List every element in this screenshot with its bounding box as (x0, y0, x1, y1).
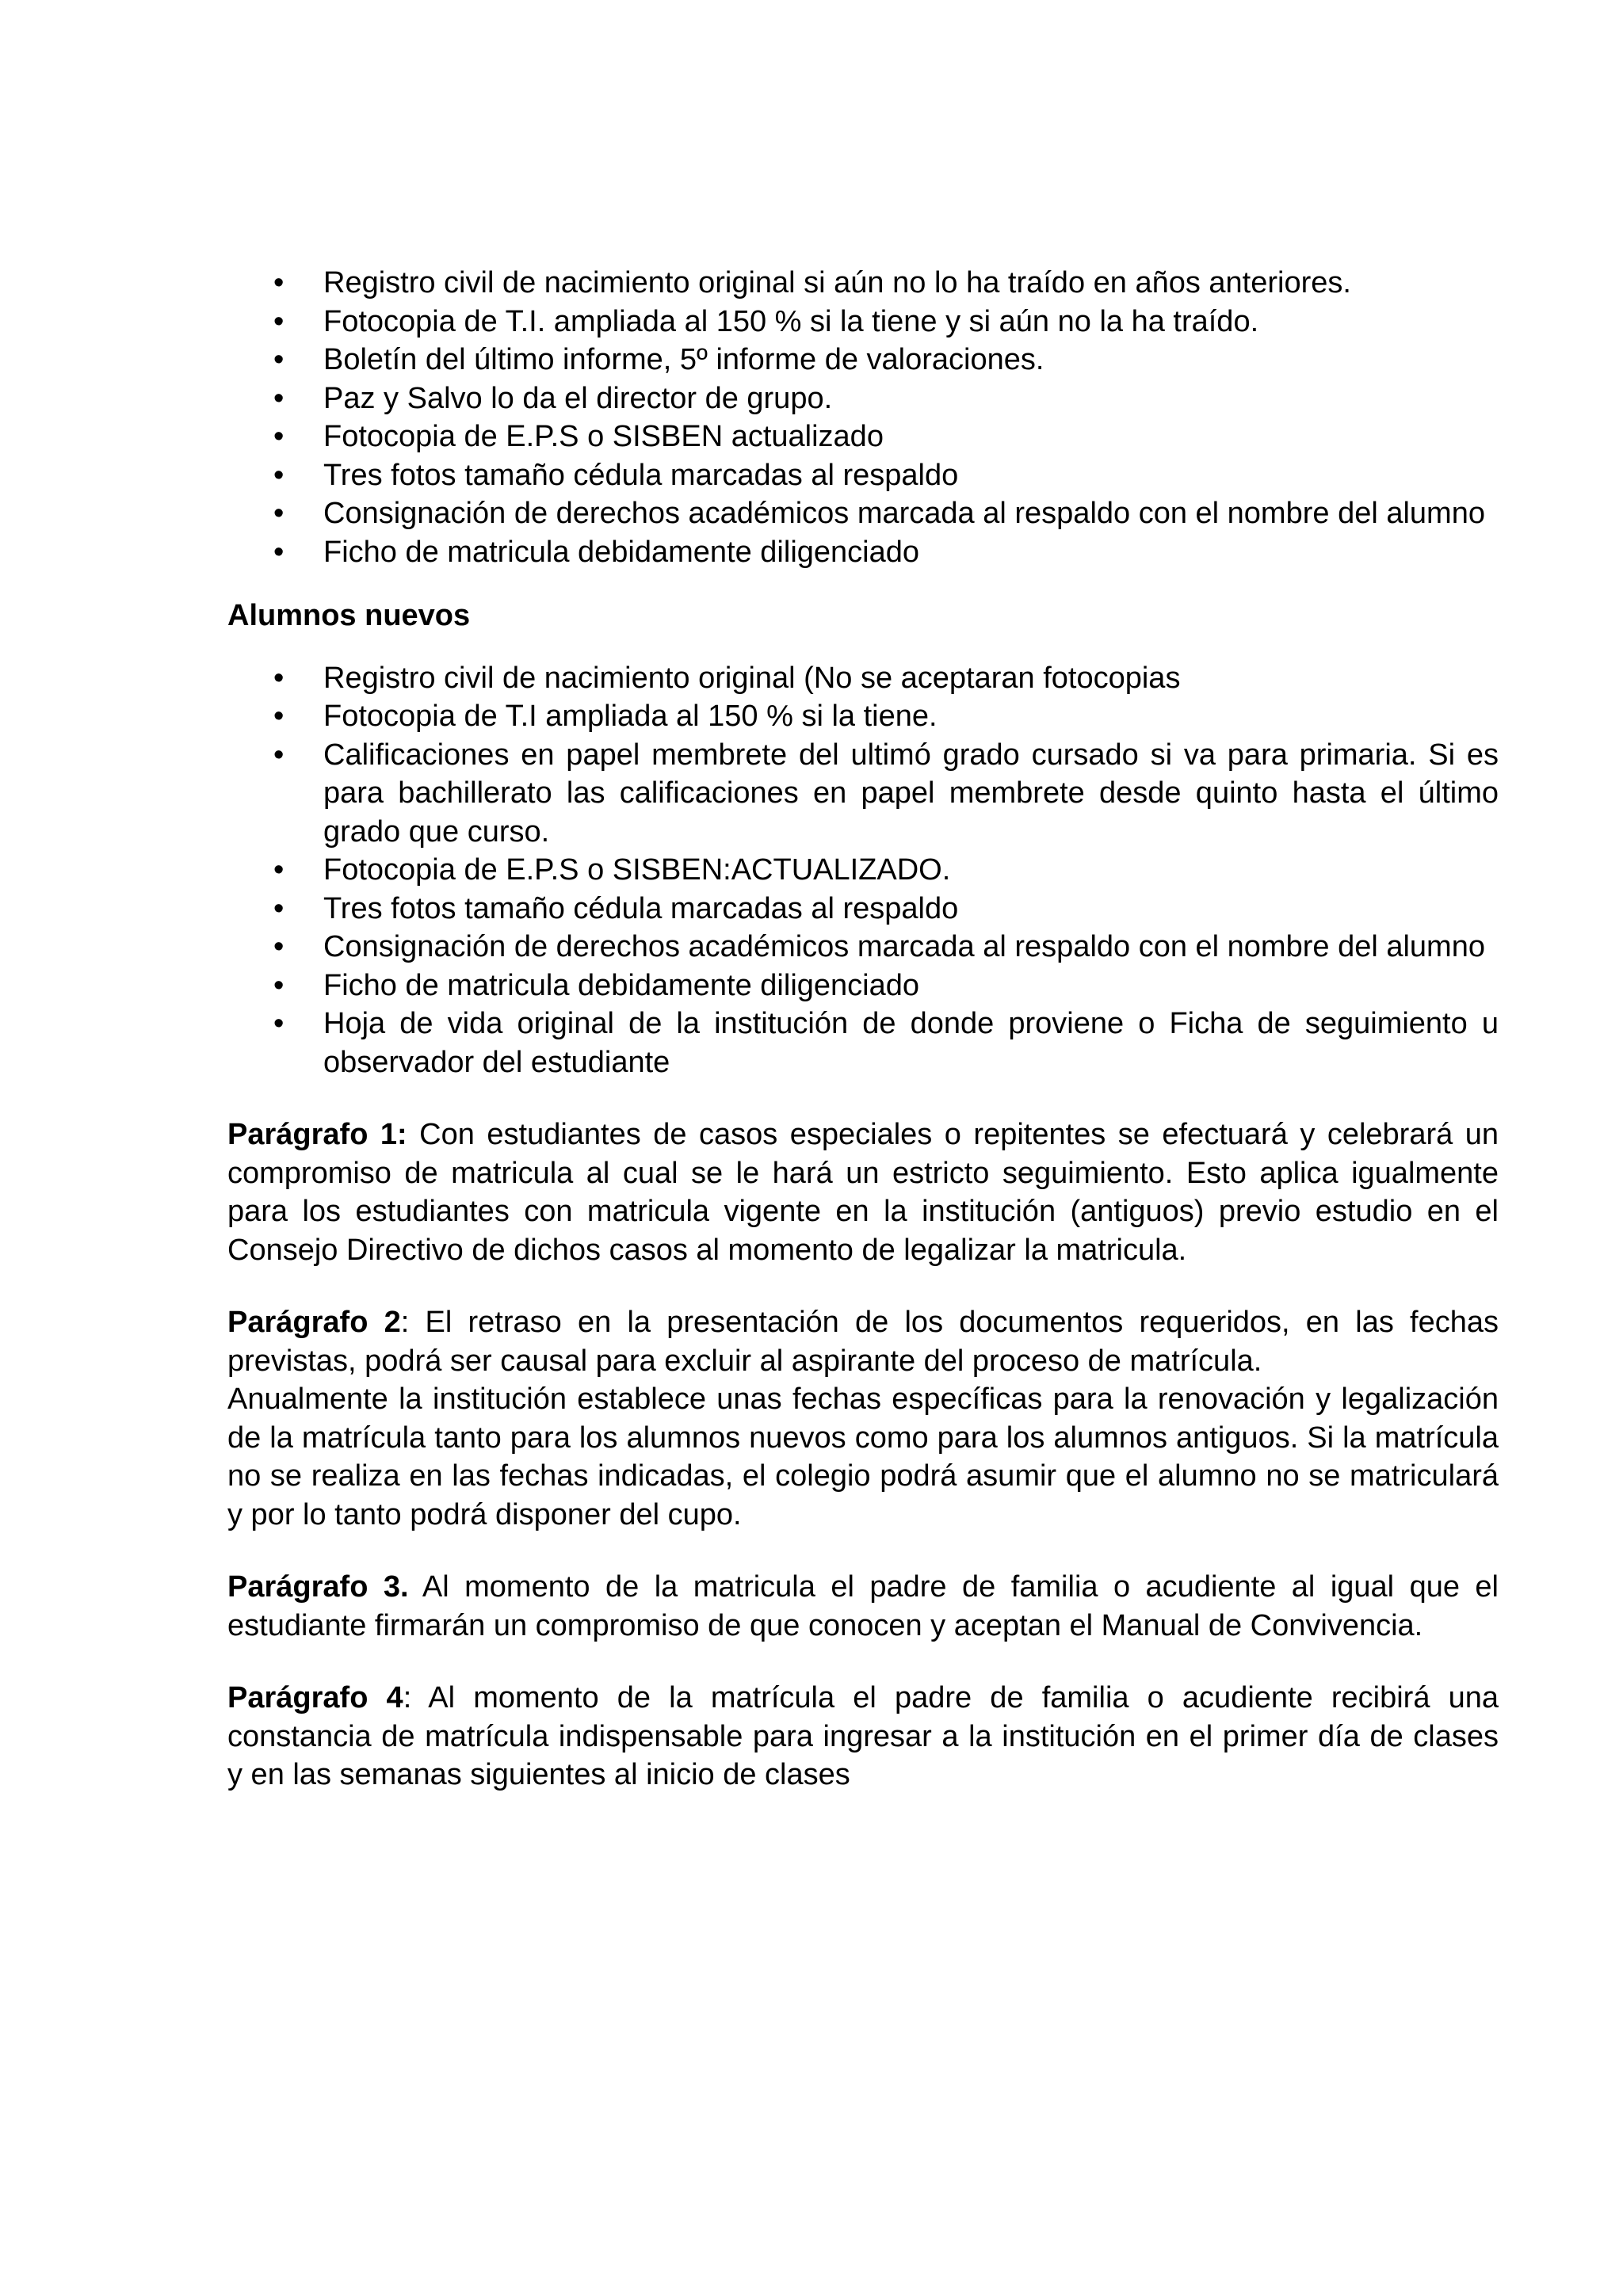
list-item: • Registro civil de nacimiento original (No se aceptaran fotocopias (227, 659, 1499, 698)
bullet-icon: • (273, 700, 285, 733)
paragraph-4-label: Parágrafo 4 (227, 1681, 403, 1714)
bullet-icon: • (273, 304, 285, 338)
bullet-icon: • (273, 738, 285, 772)
list-item: • Calificaciones en papel membrete del ultimó grado cursado si va para primaria. Si es para bachillerato las calificaciones en papel membrete desde quinto hasta el último grado que curso. (227, 736, 1499, 852)
bullet-icon: • (273, 381, 285, 415)
list-item: • Fotocopia de T.I ampliada al 150 % si la tiene. (227, 697, 1499, 736)
paragraph-3-text: Al momento de la matricula el padre de familia o acudiente al igual que el estudiante firmarán un compromiso de que conocen y aceptan el Manual de Convivencia. (227, 1570, 1499, 1642)
list-item: • Registro civil de nacimiento original si aún no lo ha traído en años anteriores. (227, 264, 1499, 303)
list-item: • Boletín del último informe, 5º informe de valoraciones. (227, 341, 1499, 379)
list-item: • Hoja de vida original de la institución de donde proviene o Ficha de seguimiento u observador del estudiante (227, 1005, 1499, 1081)
bullet-icon: • (273, 458, 285, 492)
paragraph-3 (227, 1568, 1499, 1645)
paragraph-2-text: : El retraso en la presentación de los documentos requeridos, en las fechas previstas, podrá ser causal para excluir al aspirante del proceso de matrícula. (227, 1306, 1499, 1378)
section-heading-new-students: Alumnos nuevos (227, 599, 471, 632)
bullet-icon: • (273, 535, 285, 569)
bullet-icon: • (273, 420, 285, 453)
bullet-icon: • (273, 891, 285, 925)
list-item: • Consignación de derechos académicos marcada al respaldo con el nombre del alumno (227, 494, 1499, 533)
bullet-icon: • (273, 497, 285, 530)
bullet-icon: • (273, 853, 285, 887)
list-item: • Fotocopia de T.I. ampliada al 150 % si la tiene y si aún no la ha traído. (227, 303, 1499, 341)
bullet-icon: • (273, 343, 285, 376)
requirements-list-returning (227, 264, 1499, 571)
list-item: • Ficho de matricula debidamente diligenciado (227, 967, 1499, 1005)
bullet-icon: • (273, 930, 285, 963)
bullet-icon: • (273, 661, 285, 695)
list-item: • Consignación de derechos académicos marcada al respaldo con el nombre del alumno (227, 928, 1499, 967)
paragraph-4-text: : Al momento de la matrícula el padre de familia o acudiente recibirá una constancia de matrícula indispensable para ingresar a la institución en el primer día de clases y en las semanas siguientes al inicio de clases (227, 1681, 1499, 1791)
bullet-icon: • (273, 266, 285, 299)
bullet-icon: • (273, 968, 285, 1002)
list-item: • Paz y Salvo lo da el director de grupo. (227, 379, 1499, 418)
list-item: • Tres fotos tamaño cédula marcadas al respaldo (227, 456, 1499, 495)
list-item: • Ficho de matricula debidamente diligenciado (227, 533, 1499, 572)
paragraph-2 (227, 1303, 1499, 1534)
paragraph-2-continuation: Anualmente la institución establece unas fechas específicas para la renovación y legalización de la matrícula tanto para los alumnos nuevos como para los alumnos antiguos. Si la matrícula no se realiza en las fechas indicadas, el colegio podrá asumir que el alumno no se matriculará y por lo tanto podrá disponer del cupo. (227, 1383, 1499, 1531)
bullet-icon: • (273, 1007, 285, 1040)
paragraph-1 (227, 1116, 1499, 1269)
paragraph-3-label: Parágrafo 3. (227, 1570, 409, 1604)
document-content (227, 264, 1499, 1794)
paragraph-1-label: Parágrafo 1: (227, 1118, 407, 1151)
paragraph-4 (227, 1679, 1499, 1794)
paragraph-1-text: Con estudiantes de casos especiales o repitentes se efectuará y celebrará un compromiso de matricula al cual se le hará un estricto seguimiento. Esto aplica igualmente para los estudiantes con matricula vigente en la institución (antiguos) previo estudio en el Consejo Directivo de dichos casos al momento de legalizar la matricula. (227, 1118, 1499, 1267)
list-item: • Fotocopia de E.P.S o SISBEN:ACTUALIZADO. (227, 851, 1499, 890)
paragraph-2-label: Parágrafo 2 (227, 1306, 401, 1339)
list-item: • Fotocopia de E.P.S o SISBEN actualizado (227, 418, 1499, 456)
list-item: • Tres fotos tamaño cédula marcadas al respaldo (227, 890, 1499, 929)
requirements-list-new (227, 659, 1499, 1082)
